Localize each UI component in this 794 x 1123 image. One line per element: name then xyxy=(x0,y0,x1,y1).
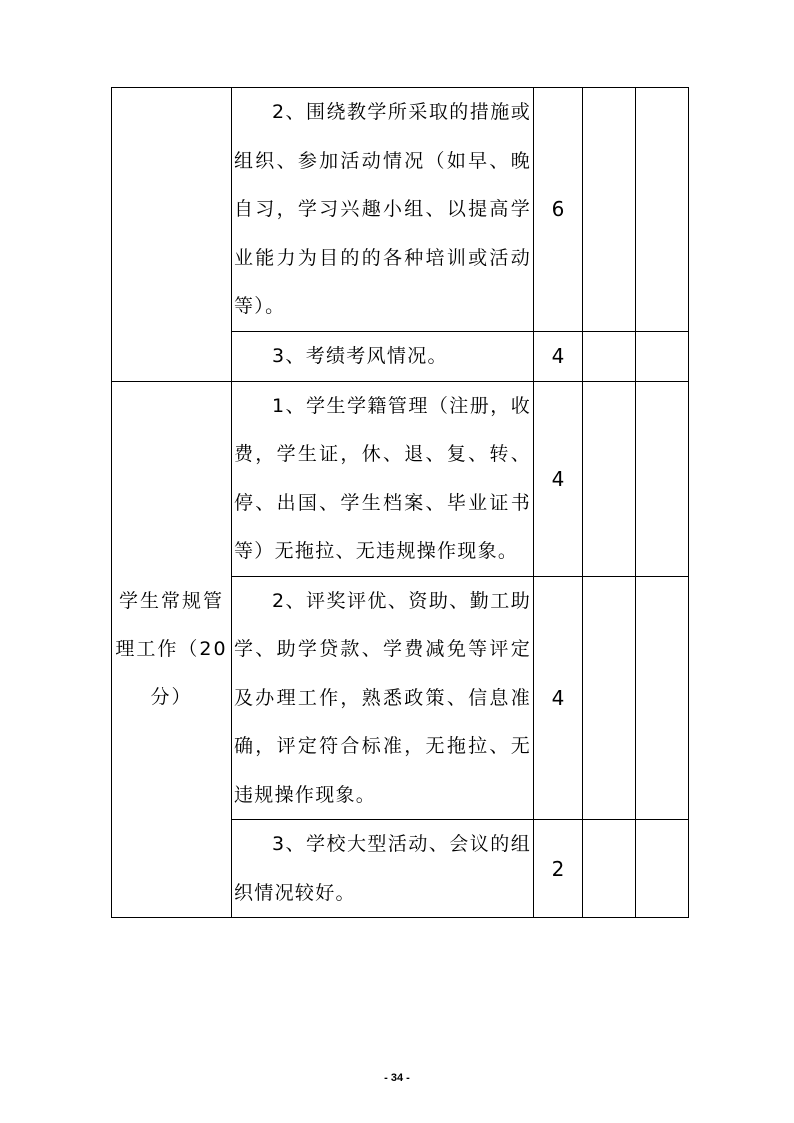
blank-cell xyxy=(583,576,636,820)
criterion-text: 3、考绩考风情况。 xyxy=(272,344,448,367)
blank-cell xyxy=(583,331,636,381)
category-cell xyxy=(112,381,232,918)
criterion-text: 1、学生学籍管理（注册，收费，学生证，休、退、复、转、停、出国、学生档案、毕业证书等）无拖拉、无违规操作现象。 xyxy=(234,394,531,562)
score-cell: 4 xyxy=(534,381,583,576)
content-cell xyxy=(232,331,534,381)
content-cell xyxy=(232,576,534,820)
blank-cell xyxy=(636,381,689,576)
criterion-text: 3、学校大型活动、会议的组织情况较好。 xyxy=(234,833,531,904)
blank-cell xyxy=(636,331,689,381)
content-cell xyxy=(232,88,534,332)
content-cell xyxy=(232,381,534,576)
page-number: - 34 - xyxy=(384,1072,410,1084)
blank-cell xyxy=(583,381,636,576)
blank-cell xyxy=(583,88,636,332)
score-cell: 2 xyxy=(534,820,583,918)
criterion-text: 2、评奖评优、资助、勤工助学、助学贷款、学费减免等评定及办理工作，熟悉政策、信息准确，评定符合标准，无拖拉、无违规操作现象。 xyxy=(234,589,531,806)
category-label: 学生常规管理工作（20分） xyxy=(115,590,228,709)
evaluation-table xyxy=(111,87,689,918)
criterion-text: 2、围绕教学所采取的措施或组织、参加活动情况（如早、晚自习，学习兴趣小组、以提高学业能力为目的的各种培训或活动等）。 xyxy=(234,101,531,317)
score-cell: 4 xyxy=(534,331,583,381)
blank-cell xyxy=(636,576,689,820)
category-cell-empty xyxy=(112,88,232,382)
score-cell: 6 xyxy=(534,88,583,332)
blank-cell xyxy=(636,820,689,918)
table-row xyxy=(112,88,689,332)
table-row xyxy=(112,381,689,576)
content-cell xyxy=(232,820,534,918)
blank-cell xyxy=(583,820,636,918)
score-cell: 4 xyxy=(534,576,583,820)
blank-cell xyxy=(636,88,689,332)
